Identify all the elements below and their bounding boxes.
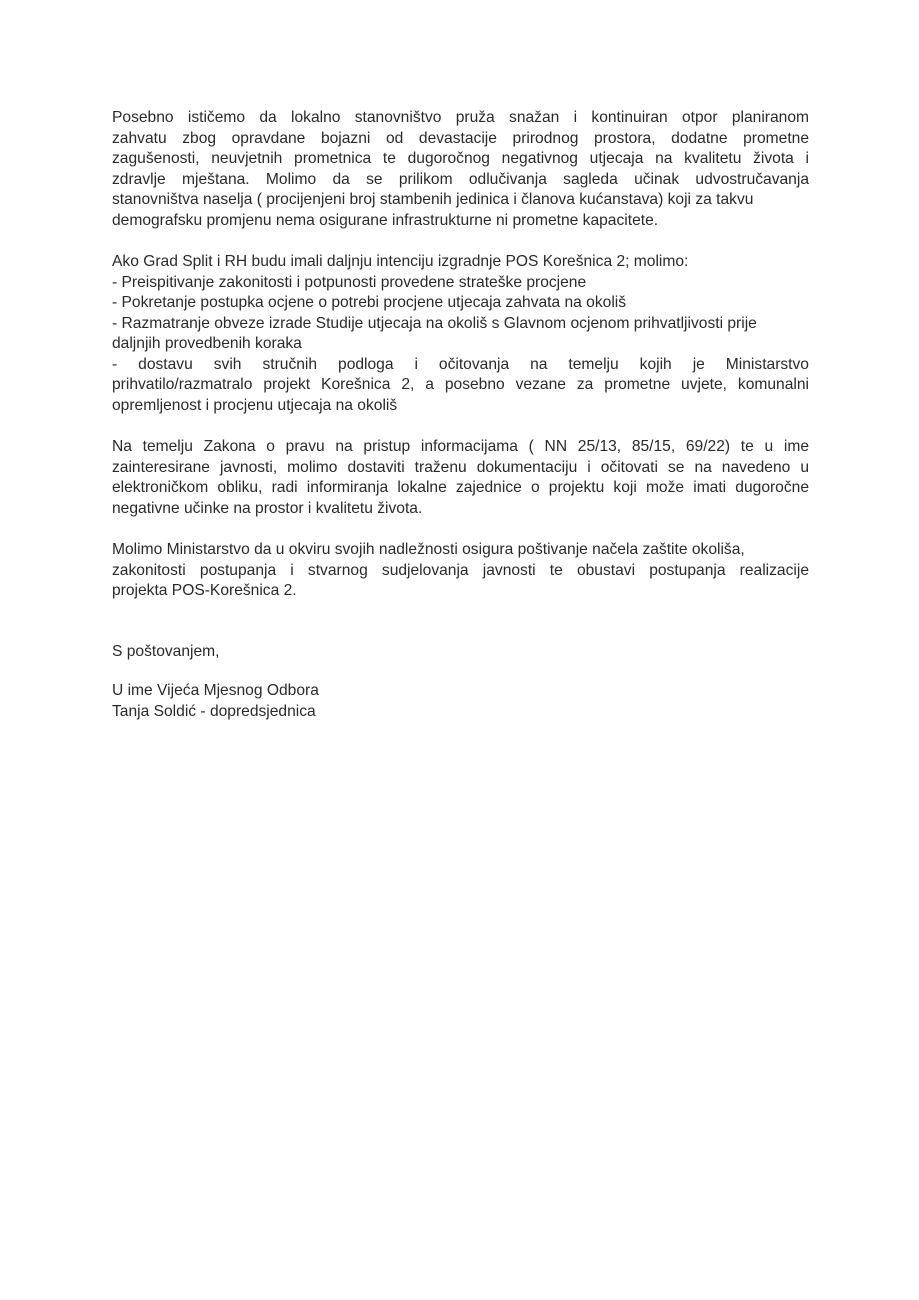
paragraph-information-request [112, 437, 809, 519]
request-item-cont: daljnjih provedbenih koraka [112, 335, 302, 352]
request-item: - Pokretanje postupka ocjene o potrebi procjene utjecaja zahvata na okoliš [112, 294, 627, 311]
text-line: negativne učinke na prostor i kvalitetu života. [112, 499, 423, 517]
request-item-cont: prihvatilo/razmatralo projekt Korešnica 2, a posebno vezane za prometne uvjete, komunalni [112, 376, 809, 393]
request-item: - Razmatranje obveze izrade Studije utjecaja na okoliš s Glavnom ocjenom prihvatljivosti prije [112, 314, 757, 332]
paragraph-ministry-request [112, 540, 809, 602]
paragraph-opposition [112, 108, 809, 231]
on-behalf-of: U ime Vijeća Mjesnog Odbora [112, 682, 319, 699]
signatory-name: Tanja Soldić - dopredsjednica [112, 702, 316, 720]
request-item-cont: opremljenost i procjenu utjecaja na okoliš [112, 396, 398, 414]
requests-intro: Ako Grad Split i RH budu imali daljnju intenciju izgradnje POS Korešnica 2; molimo: [112, 253, 689, 270]
request-item: - Preispitivanje zakonitosti i potpunosti provedene strateške procjene [112, 273, 587, 291]
text-line: zahvatu zbog opravdane bojazni od devastacije prirodnog prostora, dodatne prometne [112, 129, 809, 147]
text-line: projekta POS-Korešnica 2. [112, 582, 297, 599]
text-line: zdravlje mještana. Molimo da se prilikom odlučivanja sagleda učinak udvostručavanja [112, 170, 809, 188]
text-line: Posebno ističemo da lokalno stanovništvo pruža snažan i kontinuiran otpor planiranom [112, 109, 809, 126]
request-item: - dostavu svih stručnih podloga i očitovanja na temelju kojih je Ministarstvo [112, 355, 809, 373]
paragraph-requests [112, 252, 809, 416]
letter-page [112, 108, 809, 722]
text-line: Na temelju Zakona o pravu na pristup informacijama ( NN 25/13, 85/15, 69/22) te u ime [112, 438, 809, 455]
signature-block [112, 681, 809, 722]
text-line: zagušenosti, neuvjetnih prometnica te dugoročnog negativnog utjecaja na kvalitetu života i [112, 150, 809, 167]
text-line: zakonitosti postupanja i stvarnog sudjelovanja javnosti te obustavi postupanja realizacije [112, 561, 809, 579]
salutation: S poštovanjem, [112, 642, 220, 660]
text-line: Molimo Ministarstvo da u okviru svojih nadležnosti osigura poštivanje načela zaštite okoliša, [112, 541, 745, 558]
closing-block [112, 642, 809, 723]
text-line: zainteresirane javnosti, molimo dostaviti traženu dokumentaciju i očitovati se na navedeno u [112, 458, 809, 476]
text-line: demografsku promjenu nema osigurane infrastrukturne ni prometne kapacitete. [112, 211, 659, 229]
text-line: elektroničkom obliku, radi informiranja lokalne zajednice o projektu koji može imati dugoročne [112, 479, 809, 496]
text-line: stanovništva naselja ( procijenjeni broj stambenih jedinica i članova kućanstava) koji za takvu [112, 191, 754, 208]
